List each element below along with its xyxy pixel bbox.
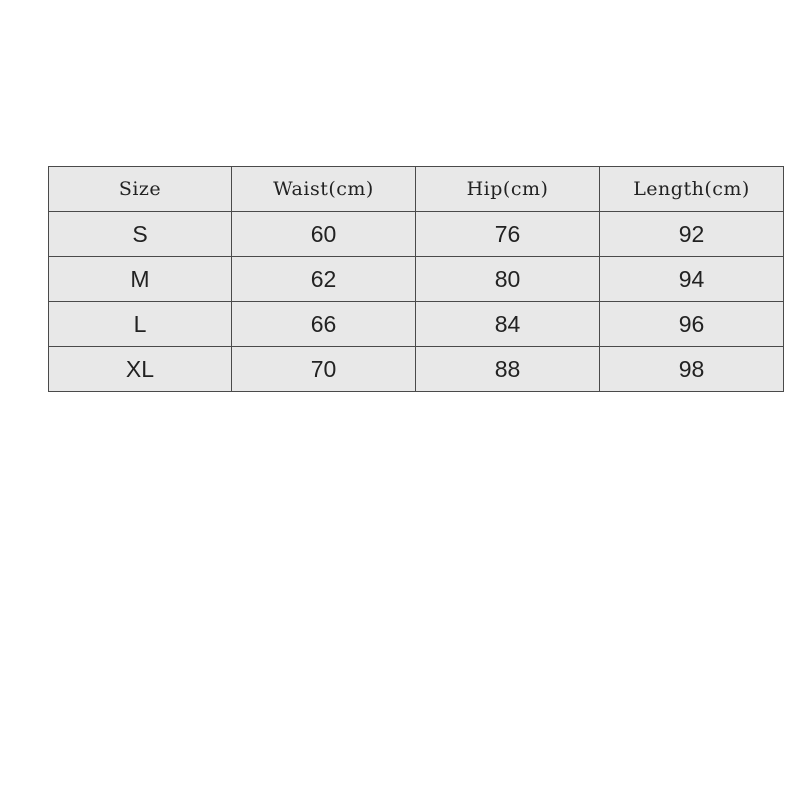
cell-length: 92 xyxy=(600,212,784,257)
header-size: Size xyxy=(49,167,232,212)
cell-waist: 70 xyxy=(232,347,416,392)
cell-size: L xyxy=(49,302,232,347)
cell-size: XL xyxy=(49,347,232,392)
size-chart-table xyxy=(48,166,784,392)
cell-length: 94 xyxy=(600,257,784,302)
table-row xyxy=(49,302,784,347)
cell-size: S xyxy=(49,212,232,257)
table-row xyxy=(49,257,784,302)
cell-hip: 76 xyxy=(416,212,600,257)
cell-size: M xyxy=(49,257,232,302)
header-waist: Waist(cm) xyxy=(232,167,416,212)
cell-waist: 66 xyxy=(232,302,416,347)
table-row xyxy=(49,347,784,392)
header-hip: Hip(cm) xyxy=(416,167,600,212)
table-row xyxy=(49,212,784,257)
cell-waist: 60 xyxy=(232,212,416,257)
cell-hip: 84 xyxy=(416,302,600,347)
cell-length: 96 xyxy=(600,302,784,347)
cell-waist: 62 xyxy=(232,257,416,302)
cell-length: 98 xyxy=(600,347,784,392)
cell-hip: 80 xyxy=(416,257,600,302)
cell-hip: 88 xyxy=(416,347,600,392)
table-header-row xyxy=(49,167,784,212)
header-length: Length(cm) xyxy=(600,167,784,212)
